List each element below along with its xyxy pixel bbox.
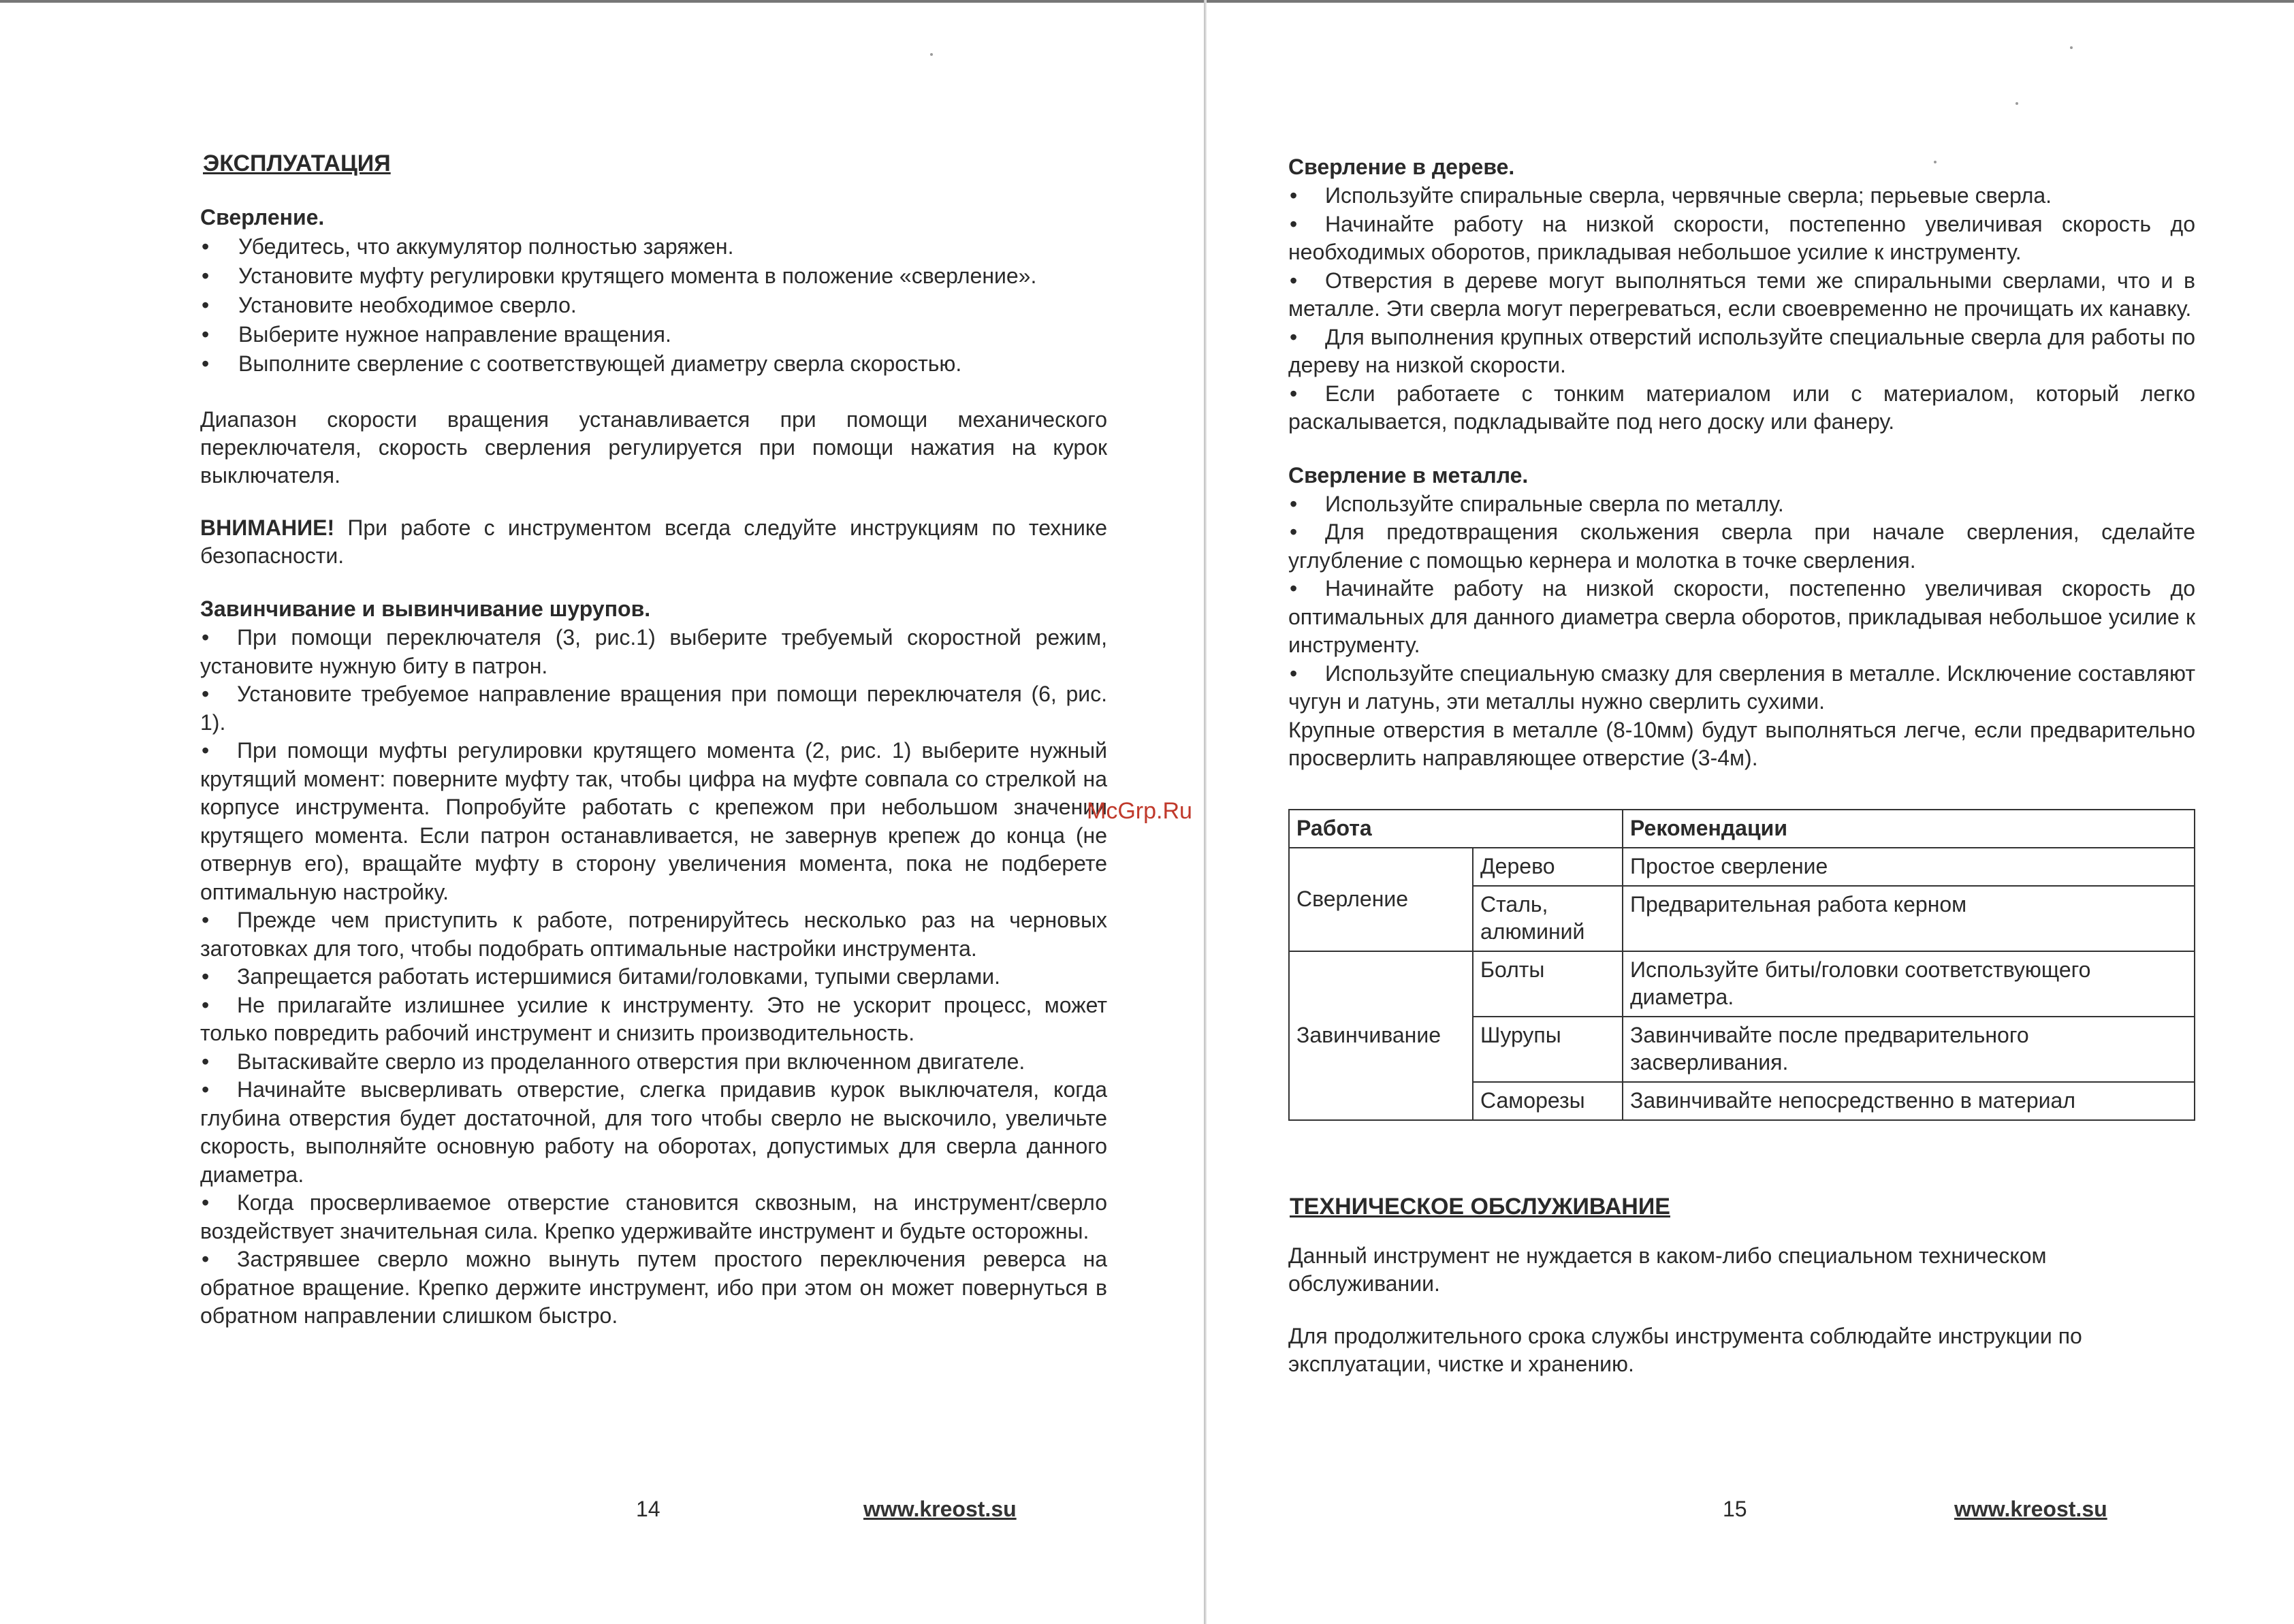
list-item: • Для выполнения крупных отверстий используйте специальные сверла для работы по дереву на низкой скорости. (1288, 324, 2195, 377)
section-title-maintenance: ТЕХНИЧЕСКОЕ ОБСЛУЖИВАНИЕ (1290, 1193, 1670, 1220)
right-page (1207, 0, 2294, 1624)
drilling-list (200, 232, 1107, 379)
list-item: • Запрещается работать истершимися битами/головками, тупыми сверлами. (202, 964, 1001, 989)
list-item: • Используйте спиральные сверла по металлу. (1290, 491, 1784, 516)
table-row (1289, 951, 2195, 1017)
section-title-operation: ЭКСПЛУАТАЦИЯ (203, 150, 391, 176)
list-item: • Установите требуемое направление вращения при помощи переключателя (6, рис. 1). (200, 682, 1107, 735)
wood-drilling-list (1288, 182, 2195, 436)
list-item: • Установите муфту регулировки крутящего момента в положение «сверление». (200, 261, 1107, 291)
wood-drilling-title: Сверление в дереве. (1288, 155, 1515, 179)
website-link-left[interactable]: www.kreost.su (863, 1497, 1017, 1521)
page-number-right: 15 (1723, 1497, 1747, 1521)
list-item: • Если работаете с тонким материалом или с материалом, который легко раскалывается, подкладывайте под него доску или фанеру. (1288, 381, 2195, 434)
list-item: • Выберите нужное направление вращения. (200, 320, 1107, 349)
warning-label: ВНИМАНИЕ! (200, 515, 335, 540)
list-item: • Используйте спиральные сверла, червячные сверла; перьевые сверла. (1290, 183, 2052, 208)
drilling-title: Сверление. (200, 205, 325, 229)
list-item: • При помощи переключателя (3, рис.1) выберите требуемый скоростной режим, установите нужную биту в патрон. (200, 625, 1107, 678)
list-item: • Начинайте работу на низкой скорости, постепенно увеличивая скорость до оптимальных для данного диаметра сверла оборотов, прикладывая небольшое усилие к инструменту. (1288, 576, 2195, 657)
screwing-list (200, 624, 1107, 1331)
list-item: • Вытаскивайте сверло из проделанного отверстия при включенном двигателе. (202, 1049, 1025, 1074)
advice-cell: Используйте биты/головки соответствующего диаметра. (1623, 951, 2195, 1017)
left-column (200, 148, 1107, 1331)
list-item: • Прежде чем приступить к работе, потренируйтесь несколько раз на черновых заготовках для того, чтобы подобрать оптимальные настройки инструмента. (200, 908, 1107, 961)
material-cell: Дерево (1473, 848, 1623, 886)
list-item: • Установите необходимое сверло. (200, 291, 1107, 320)
maintenance-paragraph: Для продолжительного срока службы инструмента соблюдайте инструкции по эксплуатации, чистке и хранению. (1288, 1323, 2082, 1376)
list-item: • Начинайте высверливать отверстие, слегка придавив курок выключателя, когда глубина отверстия будет достаточной, для того чтобы сверло не выскочило, увеличьте скорость, выполняйте основную работу на оборотах, допустимых для сверла данного диаметра. (200, 1077, 1107, 1187)
page-number-left: 14 (636, 1497, 660, 1521)
material-cell: Болты (1473, 951, 1623, 1017)
work-drilling: Сверление (1289, 848, 1473, 951)
list-item: • Используйте специальную смазку для сверления в металле. Исключение составляют чугун и латунь, эти металлы нужно сверлить сухими. (1288, 660, 2195, 714)
material-cell: Саморезы (1473, 1082, 1623, 1120)
list-item: • Для предотвращения скольжения сверла при начале сверления, сделайте углубление с помощью кернера и молотка в точке сверления. (1288, 520, 2195, 573)
speed-paragraph: Диапазон скорости вращения устанавливается при помощи механического переключателя, скорость сверления регулируется при помощи нажатия на курок выключателя. (200, 407, 1107, 488)
list-item: • Выполните сверление с соответствующей диаметру сверла скоростью. (200, 349, 1107, 379)
material-cell: Шурупы (1473, 1017, 1623, 1082)
right-column (1288, 153, 2195, 1378)
watermark: McGrp.Ru (1087, 798, 1192, 824)
metal-note: Крупные отверстия в металле (8-10мм) будут выполняться легче, если предварительно просверлить направляющее отверстие (3-4м). (1288, 717, 2195, 770)
warning-paragraph (200, 514, 1107, 570)
list-item: • Начинайте работу на низкой скорости, постепенно увеличивая скорость до необходимых оборотов, прикладывая небольшое усилие к инструменту. (1288, 211, 2195, 264)
header-recommendations: Рекомендации (1623, 810, 2195, 848)
list-item: • При помощи муфты регулировки крутящего момента (2, рис. 1) выберите нужный крутящий момент: поверните муфту так, чтобы цифра на муфте совпала со стрелкой на корпусе инструмента. Попробуйте работать с крепежом при небольшом значении крутящего момента. Если патрон останавливается, не завернув крепеж до конца (не отвернув его), вращайте муфту в сторону увеличения момента, пока не подберете оптимальную настройку. (200, 738, 1107, 904)
list-item: • Когда просверливаемое отверстие становится сквозным, на инструмент/сверло воздействует значительная сила. Крепко удерживайте инструмент и будьте осторожны. (200, 1190, 1107, 1243)
list-item: • Не прилагайте излишнее усилие к инструменту. Это не ускорит процесс, может только повредить рабочий инструмент и снизить производительность. (200, 992, 1107, 1045)
advice-cell: Предварительная работа керном (1623, 886, 2195, 951)
website-link-right[interactable]: www.kreost.su (1954, 1497, 2107, 1521)
advice-cell: Простое сверление (1623, 848, 2195, 886)
list-item: • Убедитесь, что аккумулятор полностью заряжен. (200, 232, 1107, 261)
table-header-row (1289, 810, 2195, 848)
work-screwing: Завинчивание (1289, 951, 1473, 1120)
recommendations-table (1288, 809, 2195, 1121)
list-item: • Застрявшее сверло можно вынуть путем простого переключения реверса на обратное вращение. Крепко держите инструмент, ибо при этом он может повернуться в обратном направлении слишком быстро. (200, 1247, 1107, 1328)
warning-text: При работе с инструментом всегда следуйте инструкциям по технике безопасности. (200, 515, 1107, 568)
list-item: • Отверстия в дереве могут выполняться теми же спиральными сверлами, что и в металле. Эти сверла могут перегреваться, если своевременно не прочищать их канавку. (1288, 268, 2195, 321)
metal-drilling-title: Сверление в металле. (1288, 462, 1529, 488)
metal-drilling-list (1288, 490, 2195, 716)
advice-cell: Завинчивайте непосредственно в материал (1623, 1082, 2195, 1120)
screwing-title: Завинчивание и вывинчивание шурупов. (200, 596, 651, 621)
advice-cell: Завинчивайте после предварительного засверливания. (1623, 1017, 2195, 1082)
material-cell: Сталь, алюминий (1473, 886, 1623, 951)
table-row (1289, 848, 2195, 886)
header-work: Работа (1289, 810, 1623, 848)
maintenance-paragraph: Данный инструмент не нуждается в каком-либо специальном техническом обслуживании. (1288, 1243, 2047, 1296)
